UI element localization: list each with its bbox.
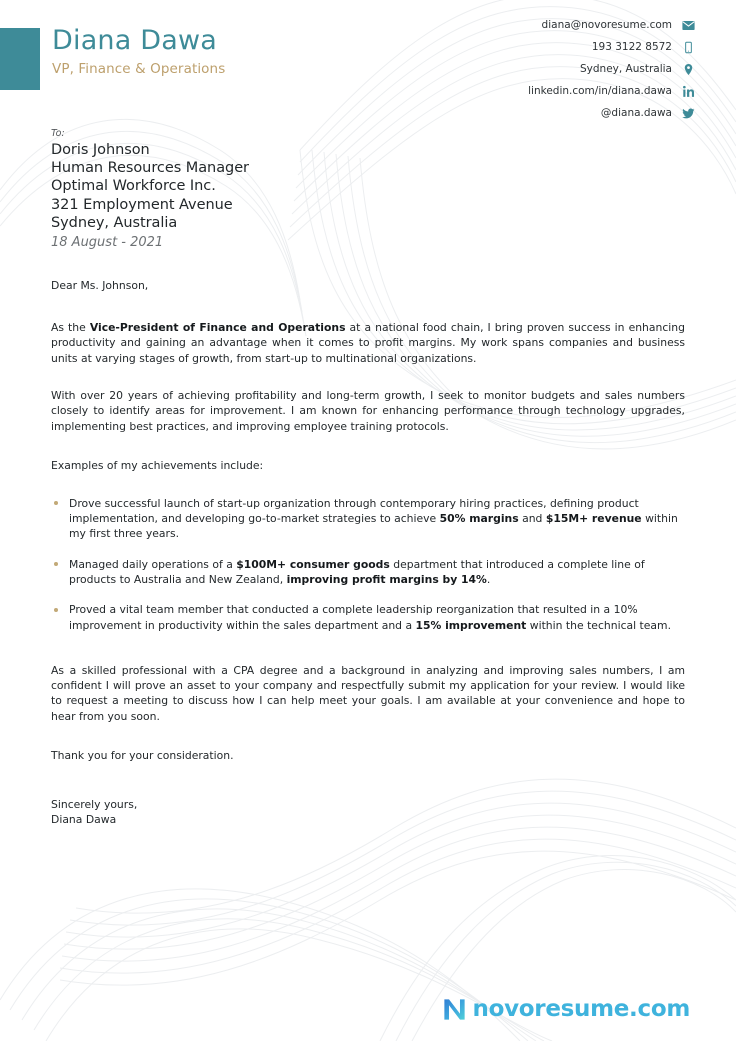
contact-location-text: Sydney, Australia <box>580 63 672 75</box>
contact-item-location[interactable] <box>580 60 696 79</box>
phone-icon <box>681 40 696 55</box>
email-icon <box>681 18 696 33</box>
sender-job-title: VP, Finance & Operations <box>52 61 226 77</box>
letter-body <box>51 127 685 827</box>
bullet1-part3: within my first three years. <box>69 512 678 541</box>
contact-item-twitter[interactable] <box>601 104 696 123</box>
contact-item-email[interactable] <box>542 16 696 35</box>
recipient-company: Optimal Workforce Inc. <box>51 178 216 195</box>
salutation: Dear Ms. Johnson, <box>51 279 149 293</box>
bullet1-part1: Drove successful launch of start-up organization through contemporary hiring practices, defining product implementation, and developing go-to-market strategies to achieve <box>69 496 639 526</box>
para1-before: As the <box>51 321 90 335</box>
name-block <box>52 24 225 79</box>
bullet3-part1: Proved a vital team member that conducted a complete leadership reorganization that resulted in a 10% improvement in productivity within the sales department and a <box>69 603 638 632</box>
contact-item-linkedin[interactable] <box>528 82 696 101</box>
location-pin-icon <box>681 62 696 77</box>
recipient-street: 321 Employment Avenue <box>51 196 233 213</box>
novoresume-n-icon <box>441 996 468 1023</box>
contact-phone-text: 193 3122 8572 <box>591 41 672 53</box>
bullet2-part1: Managed daily operations of a <box>69 557 237 571</box>
novoresume-logo[interactable] <box>441 996 690 1023</box>
contact-list <box>528 16 696 123</box>
bullet2-bold2: improving profit margins by 14% <box>286 572 487 586</box>
paragraph-1 <box>51 320 685 366</box>
recipient-city: Sydney, Australia <box>51 214 178 231</box>
contact-email-text: diana@novoresume.com <box>541 19 672 31</box>
contact-linkedin-text: linkedin.com/in/diana.dawa <box>528 85 672 97</box>
twitter-icon <box>681 106 696 121</box>
accent-square <box>0 28 40 90</box>
bullet1-part2: and <box>518 512 546 526</box>
signoff-name: Diana Dawa <box>51 812 117 826</box>
bullet2-part3: . <box>486 572 491 586</box>
examples-intro: Examples of my achievements include: <box>51 458 264 472</box>
recipient-name: Doris Johnson <box>51 142 150 158</box>
bullet1-bold1: 50% margins <box>439 512 519 526</box>
recipient-role: Human Resources Manager <box>51 160 249 177</box>
list-item <box>51 602 685 633</box>
bullet3-bold1: 15% improvement <box>415 618 527 632</box>
letter-date: 18 August - 2021 <box>51 235 164 251</box>
para1-after: at a national food chain, I bring proven success in enhancing productivity and gaining an advantage when it comes to profit margins. My work spans companies and business units at varying stages of growth, from start-up to multinational organizations. <box>51 321 685 365</box>
linkedin-icon <box>681 84 696 99</box>
achievements-list <box>51 496 685 633</box>
para1-bold: Vice-President of Finance and Operations <box>89 321 346 335</box>
bullet2-part2: department that introduced a complete line of products to Australia and New Zealand, <box>69 557 645 586</box>
list-item <box>51 496 685 542</box>
bullet3-part2: within the technical team. <box>526 618 672 632</box>
signoff-block <box>51 798 685 827</box>
bullet1-bold2: $15M+ revenue <box>545 512 642 526</box>
sender-name: Diana Dawa <box>52 25 218 56</box>
paragraph-2: With over 20 years of achieving profitability and long-term growth, I seek to monitor budgets and sales numbers closely to identify areas for improvement. I am known for enhancing performance through technology upgrades, implementing best practices, and improving employee training protocols. <box>51 388 685 433</box>
contact-item-phone[interactable] <box>592 38 696 57</box>
list-item <box>51 557 685 588</box>
signoff-salutation: Sincerely yours, <box>51 798 138 812</box>
thanks-line: Thank you for your consideration. <box>51 749 234 763</box>
to-label: To: <box>51 128 65 139</box>
contact-twitter-text: @diana.dawa <box>600 107 672 119</box>
novoresume-wordmark: novoresume.com <box>472 996 690 1022</box>
closing-paragraph: As a skilled professional with a CPA degree and a background in analyzing and improving sales numbers, I am confident I will prove an asset to your company and respectfully submit my application for your review. I would like to request a meeting to discuss how I can help meet your goals. I am available at your convenience and hope to hear from you soon. <box>51 663 685 723</box>
bullet2-bold1: $100M+ consumer goods <box>236 557 390 571</box>
